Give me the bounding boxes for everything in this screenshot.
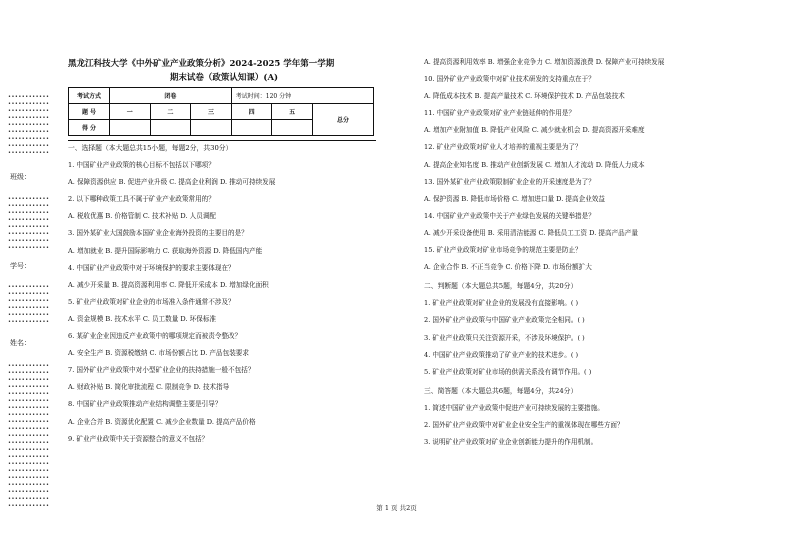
judge-line: 2. 国外矿业产业政策与中国矿业产业政策完全相同。( ) <box>424 316 585 325</box>
question-line: 2. 以下哪种政策工具不属于矿业产业政策常用的？ <box>68 195 215 204</box>
options-line: A. 减少开采量 B. 提高资源利用率 C. 降低开采成本 D. 增加绿化面积 <box>68 280 269 289</box>
short-answer-line: 3. 说明矿业产业政策对矿业企业创新能力提升的作用机制。 <box>424 438 598 447</box>
dotted-line: •••••••••••• •••••••••••• •••••••••••• •••••••••••• •••••••••••• •••••••••••• •••••••••••• •••••••••••• •••••••••••• <box>8 94 50 156</box>
question-line: 6. 某矿业企业因违反产业政策中的哪项规定而被责令整改？ <box>68 332 242 341</box>
question-line: 4. 中国矿业产业政策中对于环境保护的要求主要体现在？ <box>68 263 235 272</box>
score-cell <box>272 120 313 136</box>
section-heading: 一、选择题（本大题总共15小题，每题2分，共30分） <box>68 144 233 152</box>
method-value: 闭卷 <box>110 88 232 104</box>
total-label: 总分 <box>313 104 374 136</box>
right-column <box>424 58 740 447</box>
options-line: A. 提高企业知名度 B. 推动产业创新发展 C. 增加人才流动 D. 降低人力成本 <box>424 160 645 169</box>
question-line: 3. 国外某矿业大国鼓励本国矿业企业海外投资的主要目的是？ <box>68 229 248 238</box>
judge-line: 5. 矿业产业政策对矿业市场的供需关系没有调节作用。( ) <box>424 367 592 376</box>
options-line: A. 增加就业 B. 提升国际影响力 C. 获取海外资源 D. 降低国内产能 <box>68 246 263 255</box>
class-label: 班级： <box>10 173 31 181</box>
score-cell <box>150 120 191 136</box>
options-line: A. 保障资源供应 B. 促进产业升级 C. 提高企业利润 D. 推动可持续发展 <box>68 178 276 187</box>
name-label: 姓名： <box>10 339 31 347</box>
student-id-label: 学号： <box>10 262 31 270</box>
options-line: A. 提高资源利用效率 B. 增强企业竞争力 C. 增加资源浪费 D. 保障产业可持续发展 <box>424 58 665 66</box>
options-line: A. 降低成本技术 B. 提高产量技术 C. 环境保护技术 D. 产品包装技术 <box>424 92 625 101</box>
options-line: A. 增加产业附加值 B. 降低产业风险 C. 减少就业机会 D. 提高资源开采难度 <box>424 126 645 135</box>
score-label: 得 分 <box>69 120 110 136</box>
page-number: 第 1 页 共2页 <box>376 504 417 512</box>
short-answer-line: 2. 国外矿业产业政策中对矿业企业安全生产的重视体现在哪些方面？ <box>424 420 624 429</box>
judge-line: 4. 中国矿业产业政策推动了矿业产业的技术进步。( ) <box>424 350 579 359</box>
question-line: 1. 中国矿业产业政策的核心目标不包括以下哪项？ <box>68 161 215 170</box>
qnum-label: 题 号 <box>69 104 110 120</box>
options-line: A. 安全生产 B. 资源税缴纳 C. 市场份额占比 D. 产品包装要求 <box>68 349 249 358</box>
dotted-line: •••••••••••• •••••••••••• •••••••••••• •••••••••••• •••••••••••• •••••••••••• •••••••••••• •••••••••••• <box>8 196 50 251</box>
divider <box>68 140 376 141</box>
options-line: A. 税收优惠 B. 价格管制 C. 技术补贴 D. 人员调配 <box>68 212 217 221</box>
question-line: 7. 国外矿业产业政策中对小型矿业企业的扶持措施一般不包括？ <box>68 366 255 375</box>
col-4: 四 <box>231 104 272 120</box>
score-table <box>68 87 374 136</box>
binding-strip <box>0 0 62 549</box>
exam-title: 黑龙江科技大学《中外矿业产业政策分析》2024-2025 学年第一学期 <box>68 59 335 69</box>
options-line: A. 资金规模 B. 技术水平 C. 员工数量 D. 环保标准 <box>68 314 217 323</box>
left-column <box>68 58 380 443</box>
judge-line: 3. 矿业产业政策只关注资源开采，不涉及环境保护。( ) <box>424 333 585 342</box>
judge-line: 1. 矿业产业政策对矿业企业的发展没有直接影响。( ) <box>424 299 579 308</box>
options-line: A. 减少开采设备使用 B. 采用清洁能源 C. 降低员工工资 D. 提高产品产量 <box>424 228 638 237</box>
options-line: A. 企业合作 B. 不正当竞争 C. 价格下降 D. 市场份额扩大 <box>424 263 592 272</box>
question-line: 14. 中国矿业产业政策中关于产业绿色发展的关键举措是？ <box>424 211 595 220</box>
score-cell <box>231 120 272 136</box>
dotted-line: •••••••••••• •••••••••••• •••••••••••• •••••••••••• •••••••••••• •••••••••••• •••••••••••• •••••••••••• •••••••••••• •••••••••••• •••••••••••• •••••••••••• •••••••••••• •••••••••••• •••••••••••• •••••••••••• •••••••••••• •••••••••••• •••••••••••• •••••••••••• •••••••••••• <box>8 363 50 509</box>
col-5: 五 <box>272 104 313 120</box>
question-line: 13. 国外某矿业产业政策限制矿业企业的开采速度是为了？ <box>424 177 595 186</box>
score-cell <box>191 120 232 136</box>
score-cell <box>110 120 151 136</box>
section-heading: 二、判断题（本大题总共5题，每题4分，共20分） <box>424 282 578 291</box>
exam-subtitle: 期末试卷（政策认知课）(A) <box>169 73 279 83</box>
question-line: 11. 中国矿业产业政策对矿业产业链延伸的作用是？ <box>424 109 576 118</box>
options-line: A. 财政补贴 B. 简化审批流程 C. 限制竞争 D. 技术指导 <box>68 383 230 392</box>
col-1: 一 <box>110 104 151 120</box>
question-line: 15. 矿业产业政策对矿业市场竞争的规范主要是防止？ <box>424 246 582 255</box>
options-line: A. 企业合并 B. 资源优化配置 C. 减少企业数量 D. 提高产品价格 <box>68 417 256 426</box>
question-line: 10. 国外矿业产业政策中对矿业技术研发的支持重点在于？ <box>424 75 595 84</box>
question-line: 12. 矿业产业政策对矿业人才培养的重视主要是为了？ <box>424 143 582 152</box>
question-line: 8. 中国矿业产业政策推动产业结构调整主要是引导？ <box>68 400 222 409</box>
dotted-line: •••••••••••• •••••••••••• •••••••••••• •••••••••••• •••••••••••• •••••••••••• <box>8 284 50 325</box>
section-heading: 三、简答题（本大题总共6题，每题4分，共24分） <box>424 386 578 395</box>
short-answer-line: 1. 简述中国矿业产业政策中促进产业可持续发展的主要措施。 <box>424 403 604 412</box>
time-label: 考试时间：120 分钟 <box>231 88 373 104</box>
method-label: 考试方式 <box>69 88 110 104</box>
options-line: A. 保护资源 B. 降低市场价格 C. 增加进口量 D. 提高企业效益 <box>424 194 605 203</box>
col-3: 三 <box>191 104 232 120</box>
question-line: 9. 矿业产业政策中关于资源整合的意义不包括？ <box>68 434 209 443</box>
col-2: 二 <box>150 104 191 120</box>
question-line: 5. 矿业产业政策对矿业企业的市场准入条件通常不涉及？ <box>68 297 235 306</box>
